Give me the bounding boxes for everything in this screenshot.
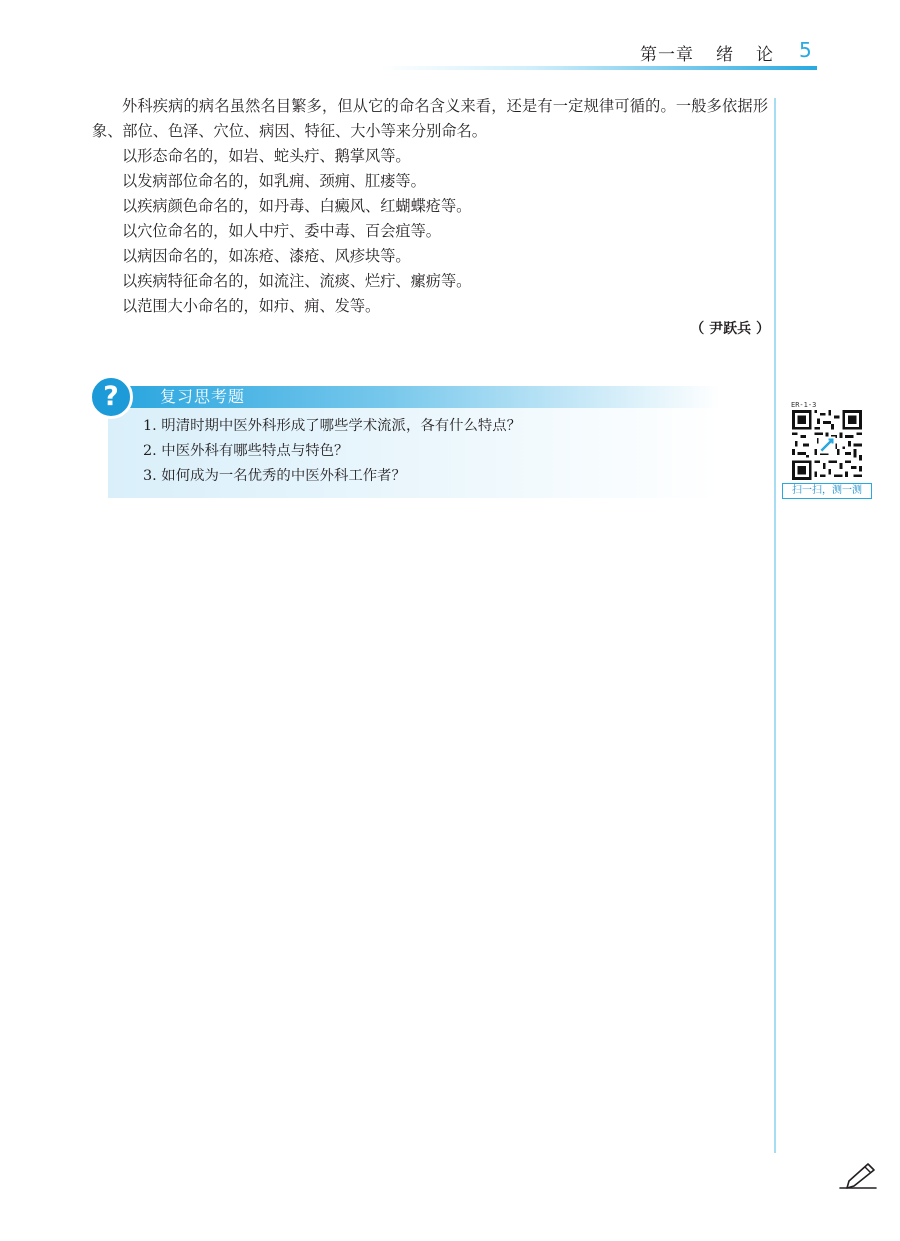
review-title: 复习思考题 (160, 387, 246, 406)
author-credit: （ 尹跃兵 ） (690, 321, 770, 337)
header-rule (380, 66, 817, 70)
question-mark-icon: ? (89, 375, 133, 419)
body-text (92, 94, 768, 319)
chapter-number: 第一章 (640, 45, 694, 65)
naming-line-color: 以疾病颜色命名的，如丹毒、白癜风、红蝴蝶疮等。 (122, 197, 472, 215)
naming-line-acupoint: 以穴位命名的，如人中疔、委中毒、百会疽等。 (122, 222, 441, 240)
review-question: 2. 中医外科有哪些特点与特色？ (143, 443, 349, 459)
pen-note-icon (838, 1162, 878, 1190)
chapter-title-char-2: 论 (756, 45, 774, 65)
naming-line-site: 以发病部位命名的，如乳痈、颈痈、肛瘘等。 (122, 172, 426, 190)
qr-code-icon[interactable] (792, 410, 862, 480)
qr-label: ER-1-3 (791, 401, 817, 409)
chapter-header (640, 40, 774, 65)
review-question: 3. 如何成为一名优秀的中医外科工作者？ (143, 468, 406, 484)
qr-caption: 扫一扫，测一测 (782, 483, 872, 499)
intro-paragraph: 外科疾病的病名虽然名目繁多，但从它的命名含义来看，还是有一定规律可循的。一般多依据形象、部位、色泽、穴位、病因、特征、大小等来分别命名。 (92, 97, 768, 140)
review-question-list (143, 414, 703, 489)
naming-line-size: 以范围大小命名的，如疖、痈、发等。 (122, 297, 381, 315)
naming-line-shape: 以形态命名的，如岩、蛇头疔、鹅掌风等。 (122, 147, 411, 165)
margin-rule (774, 98, 776, 1153)
page-number: 5 (799, 38, 812, 62)
chapter-title-char-1: 绪 (716, 45, 734, 65)
review-question: 1. 明清时期中医外科形成了哪些学术流派，各有什么特点？ (143, 418, 522, 434)
naming-line-feature: 以疾病特征命名的，如流注、流痰、烂疔、瘰疬等。 (122, 272, 472, 290)
naming-line-cause: 以病因命名的，如冻疮、漆疮、风疹块等。 (122, 247, 411, 265)
